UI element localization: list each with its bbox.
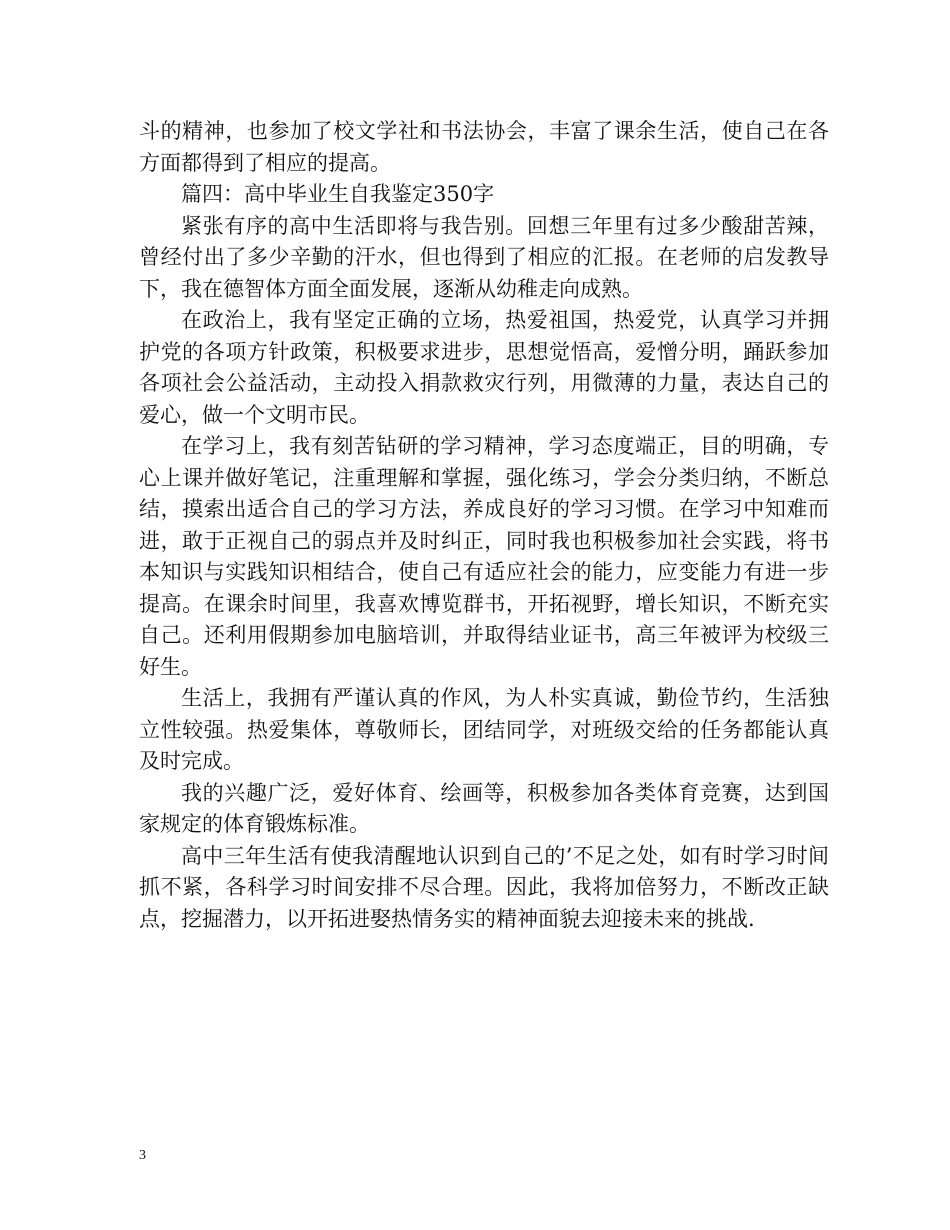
paragraph-politics: 在政治上，我有坚定正确的立场，热爱祖国，热爱党，认真学习并拥护党的各项方针政策，积极要求进步，思想觉悟高，爱憎分明，踊跃参加各项社会公益活动，主动投入捐款救灾行列，用微薄的力量，表达自己的爱心，做一个文明市民。 xyxy=(139,308,829,427)
paragraph-conclusion: 高中三年生活有使我清醒地认识到自己的’不足之处，如有时学习时间抓不紧，各科学习时间安排不尽合理。因此，我将加倍努力，不断改正缺点，挖掘潜力，以开拓进娶热情务实的精神面貌去迎接未来的挑战. xyxy=(139,843,829,931)
section-heading: 篇四：高中毕业生自我鉴定350字 xyxy=(181,182,495,206)
paragraph-interests: 我的兴趣广泛，爱好体育、绘画等，积极参加各类体育竞赛，达到国家规定的体育锻炼标准。 xyxy=(139,780,829,836)
document-body xyxy=(139,116,829,935)
paragraph-study: 在学习上，我有刻苦钻研的学习精神，学习态度端正，目的明确，专心上课并做好笔记，注重理解和掌握，强化练习，学会分类归纳，不断总结，摸索出适合自己的学习方法，养成良好的学习习惯。在学习中知难而进，敢于正视自己的弱点并及时纠正，同时我也积极参加社会实践，将书本知识与实践知识相结合，使自己有适应社会的能力，应变能力有进一步提高。在课余时间里，我喜欢博览群书，开拓视野，增长知识，不断充实自己。还利用假期参加电脑培训，并取得结业证书，高三年被评为校级三好生。 xyxy=(139,434,829,679)
paragraph-intro: 紧张有序的高中生活即将与我告别。回想三年里有过多少酸甜苦辣，曾经付出了多少辛勤的汗水，但也得到了相应的汇报。在老师的启发教导下，我在德智体方面全面发展，逐渐从幼稚走向成熟。 xyxy=(139,213,829,301)
paragraph-life: 生活上，我拥有严谨认真的作风，为人朴实真诚，勤俭节约，生活独立性较强。热爱集体，尊敬师长，团结同学，对班级交给的任务都能认真及时完成。 xyxy=(139,686,829,773)
page-number: 3 xyxy=(139,1148,146,1163)
paragraph-continuation: 斗的精神，也参加了校文学社和书法协会，丰富了课余生活，使自己在各方面都得到了相应的提高。 xyxy=(139,119,829,175)
